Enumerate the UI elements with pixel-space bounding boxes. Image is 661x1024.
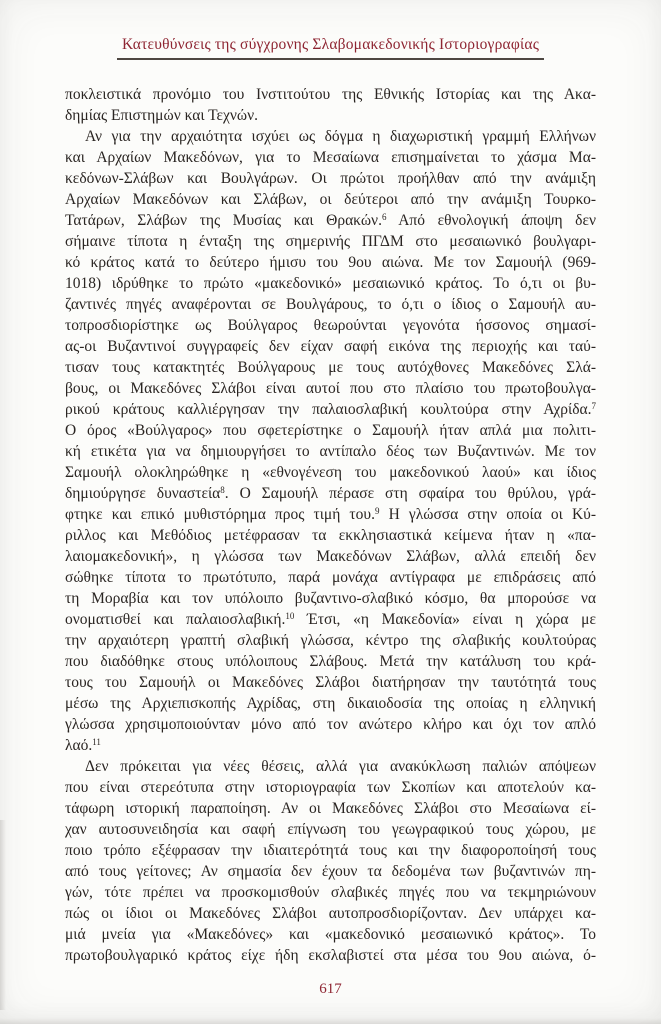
text-line: δημιούργησε δυναστεία$^8$. Ο Σαμουήλ πέρασε στη σφαίρα του θρύλου, γρά- — [65, 485, 596, 502]
text-line: κό κράτος κατά το δεύτερο ήμισυ του 9ου αιώνα. Με τον Σαμουήλ (969- — [65, 254, 596, 271]
text-line: ρικού κράτους καλλιέργησαν την παλαιοσλαβική κουλτούρα στην Αχρίδα.$^7$ — [65, 401, 596, 418]
text-line: λαιομακεδονική», η γλώσσα των Μακεδόνων Σλάβων, αλλά επειδή δεν — [65, 548, 596, 565]
text-line: Σαμουήλ ολοκληρώθηκε η «εθνογένεση του μακεδονικού λαού» και ίδιος — [65, 464, 596, 481]
text-line: Αρχαίων Μακεδόνων και Σλάβων, οι δεύτεροι από την ανάμιξη Τουρκο- — [65, 191, 596, 208]
text-line: που διαδόθηκε στους υπόλοιπους Σλάβους. Μετά την κατάλυση του κρά- — [65, 653, 596, 670]
footnote-ref: 10 — [285, 611, 295, 621]
text-line: λαό.$^{11}$ — [65, 737, 101, 754]
text-line: σώθηκε τίποτα το πρωτότυπο, παρά μονάχα αντίγραφα με επιδράσεις από — [65, 569, 596, 586]
text-line: ονοματισθεί και παλαιοσλαβική.$^{10}$ Έτσι, «η Μακεδονία» είναι η χώρα με — [65, 611, 596, 628]
scan-artifact-bottom — [0, 1018, 661, 1024]
text-line: σήμαινε τίποτα η ένταξη της σημερινής ΠΓΔΜ στο μεσαιωνικό βουλγαρι- — [65, 233, 596, 250]
body-text — [65, 84, 596, 966]
text-line: Τατάρων, Σλάβων της Μυσίας και Θρακών.$^6$ Από εθνολογική άποψη δεν — [65, 212, 596, 229]
text-line: την αρχαιότερη γραπτή σλαβική γλώσσα, κέντρο της σλαβικής κουλτούρας — [65, 632, 596, 649]
text-line: 1018) ιδρύθηκε το πρώτο «μακεδονικό» μεσαιωνικό κράτος. Το ό,τι οι βυ- — [65, 275, 596, 292]
text-line: δημίας Επιστημών και Τεχνών. — [65, 107, 259, 124]
scan-artifact-left — [0, 820, 6, 1010]
text-line: γλώσσα χρησιμοποιούνταν μόνο από τον ανώτερο κλήρο και όχι τον απλό — [65, 716, 596, 733]
text-line: ζαντινές πηγές αναφέρονται σε Βουλγάρους, το ό,τι ο ίδιος ο Σαμουήλ αυ- — [65, 296, 596, 313]
text-line: και Αρχαίων Μακεδόνων, για το Μεσαίωνα επισημαίνεται το χάσμα Μα- — [65, 149, 596, 166]
footnote-ref: 7 — [591, 401, 596, 411]
text-line: μέσω της Αρχιεπισκοπής Αχρίδας, στη δικαιοδοσία της οποίας η ελληνική — [65, 695, 596, 712]
text-line: τους του Σαμουήλ οι Μακεδόνες Σλάβοι διατήρησαν την ταυτότητά τους — [65, 674, 596, 691]
footnote-ref: 9 — [374, 506, 380, 516]
text-line: χαν αυτοσυνειδησία και σαφή επίγνωση του γεωγραφικού τους χώρου, με — [65, 821, 596, 838]
page-number: 617 — [319, 981, 342, 997]
text-line: Ο όρος «Βούλγαρος» που σφετερίστηκε ο Σαμουήλ ήταν απλά μια πολιτι- — [65, 422, 596, 439]
running-header-title: Κατευθύνσεις της σύγχρονης Σλαβομακεδονικής Ιστοριογραφίας — [117, 36, 544, 60]
footnote-ref: 11 — [92, 737, 101, 747]
text-line: τάφωρη ιστορική παραποίηση. Αν οι Μακεδόνες Σλάβοι στο Μεσαίωνα εί- — [65, 800, 596, 817]
text-line: τη Μοραβία και τον υπόλοιπο βυζαντινο-σλαβικό κόσμο, θα μπορούσε να — [65, 590, 596, 607]
text-line: πώς οι ίδιοι οι Μακεδόνες Σλάβοι αυτοπροσδιορίζονταν. Δεν υπάρχει κα- — [65, 905, 596, 922]
text-line: που είναι στερεότυπα στην ιστοριογραφία των Σκοπίων και αποτελούν κα- — [65, 779, 596, 796]
text-line: γών, τότε πρέπει να προσκομισθούν σλαβικές πηγές που να τεκμηριώνουν — [65, 884, 596, 901]
text-line: από τους γείτονες; Αν σημασία δεν έχουν τα δεδομένα των βυζαντινών πη- — [65, 863, 596, 880]
running-header — [0, 36, 661, 60]
text-line: τοπροσδιορίστηκε ως Βούλγαρος θεωρούνται γεγονότα ήσσονος σημασί- — [65, 317, 596, 334]
text-line: ας-οι Βυζαντινοί συγγραφείς δεν είχαν σαφή εικόνα της περιοχής και ταύ- — [65, 338, 596, 355]
text-line: ποκλειστικά προνόμιο του Ινστιτούτου της Εθνικής Ιστορίας και της Ακα- — [65, 86, 596, 103]
text-line: μιά μνεία για «Μακεδόνες» και «μακεδονικό μεσαιωνικό κράτος». Το — [65, 926, 596, 943]
text-line: φτηκε και επικό μυθιστόρημα προς τιμή του.$^9$ Η γλώσσα στην οποία οι Κύ- — [65, 506, 596, 523]
text-line: κεδόνων-Σλάβων και Βουλγάρων. Οι πρώτοι προήλθαν από την ανάμιξη — [65, 170, 596, 187]
text-line: ποιο τρόπο εξέφρασαν την ιδιαιτερότητά τους και την διαφοροποίησή τους — [65, 842, 596, 859]
text-line: πρωτοβουλγαρικό κράτος είχε ήδη εκσλαβιστεί στα μέσα του 9ου αιώνα, ό- — [65, 947, 596, 964]
footnote-ref: 6 — [381, 212, 387, 222]
text-line: ριλλος και Μεθόδιος μετέφρασαν τα εκκλησιαστικά κείμενα ήταν η «πα- — [65, 527, 596, 544]
text-line: βους, οι Μακεδόνες Σλάβοι είναι αυτοί που στο πλαίσιο του πρωτοβουλγα- — [65, 380, 596, 397]
footnote-ref: 8 — [220, 485, 225, 495]
text-line: Δεν πρόκειται για νέες θέσεις, αλλά για ανακύκλωση παλιών απόψεων — [85, 758, 596, 775]
text-line: τισαν τους κατακτητές Βούλγαρους με τους αυτόχθονες Μακεδόνες Σλά- — [65, 359, 596, 376]
text-line: Αν για την αρχαιότητα ισχύει ως δόγμα η διαχωριστική γραμμή Ελλήνων — [85, 128, 596, 145]
text-line: κή ετικέτα για να δημιουργήσει το αντίπαλο δέος των Βυζαντινών. Με τον — [65, 443, 596, 460]
